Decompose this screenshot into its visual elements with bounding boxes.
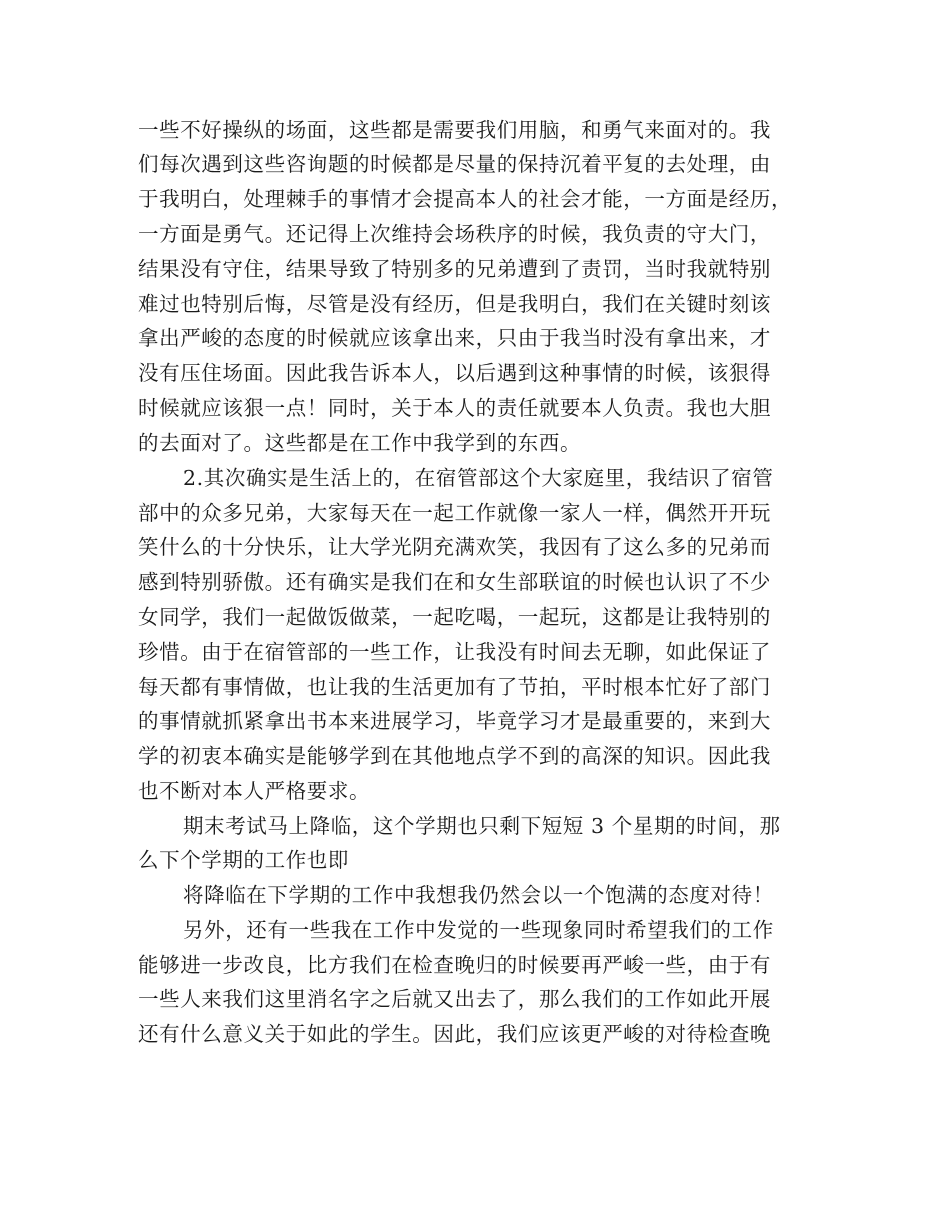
text-line: 2.其次确实是生活上的，在宿管部这个大家庭里，我结识了宿管 [183,466,774,490]
text-line: 结果没有守住，结果导致了特别多的兄弟遭到了责罚，当时我就特别 [138,257,771,281]
text-line: 将降临在下学期的工作中我想我仍然会以一个饱满的态度对待！ [183,883,774,907]
text-line: 每天都有事情做，也让我的生活更加有了节拍，平时根本忙好了部门 [138,675,771,699]
text-line: 还有什么意义关于如此的学生。因此，我们应该更严峻的对待检查晚 [138,1022,771,1046]
text-line: 没有压住场面。因此我告诉本人，以后遇到这种事情的时候，该狠得 [138,361,771,385]
text-line: 于我明白，处理棘手的事情才会提高本人的社会才能，一方面是经历， [138,187,793,211]
text-line: 难过也特别后悔，尽管是没有经历，但是我明白，我们在关键时刻该 [138,292,771,316]
text-line: 也不断对本人严格要求。 [138,779,371,803]
text-line: 珍惜。由于在宿管部的一些工作，让我没有时间去无聊，如此保证了 [138,640,771,664]
text-line: 一方面是勇气。还记得上次维持会场秩序的时候，我负责的守大门， [138,222,771,246]
text-line: 拿出严峻的态度的时候就应该拿出来，只由于我当时没有拿出来，才 [138,326,771,350]
text-line: 的去面对了。这些都是在工作中我学到的东西。 [138,431,582,455]
text-line: 学的初衷本确实是能够学到在其他地点学不到的高深的知识。因此我 [138,744,771,768]
text-line: 么下个学期的工作也即 [138,848,349,872]
text-line: 一些不好操纵的场面，这些都是需要我们用脑，和勇气来面对的。我 [138,118,771,142]
text-line: 另外，还有一些我在工作中发觉的一些现象同时希望我们的工作 [183,918,774,942]
text-line: 能够进一步改良，比方我们在检查晚归的时候要再严峻一些，由于有 [138,953,771,977]
text-line: 笑什么的十分快乐，让大学光阴充满欢笑，我因有了这么多的兄弟而 [138,535,771,559]
text-line: 时候就应该狠一点！同时，关于本人的责任就要本人负责。我也大胆 [138,396,771,420]
text-line: 期末考试马上降临，这个学期也只剩下短短 3 个星期的时间，那 [183,814,781,838]
text-line: 一些人来我们这里消名字之后就又出去了，那么我们的工作如此开展 [138,987,771,1011]
text-line: 们每次遇到这些咨询题的时候都是尽量的保持沉着平复的去处理，由 [138,152,771,176]
text-line: 感到特别骄傲。还有确实是我们在和女生部联谊的时候也认识了不少 [138,570,771,594]
text-line: 女同学，我们一起做饭做菜，一起吃喝，一起玩，这都是让我特别的 [138,605,771,629]
text-line: 部中的众多兄弟，大家每天在一起工作就像一家人一样，偶然开开玩 [138,501,771,525]
text-line: 的事情就抓紧拿出书本来进展学习，毕竟学习才是最重要的，来到大 [138,709,771,733]
